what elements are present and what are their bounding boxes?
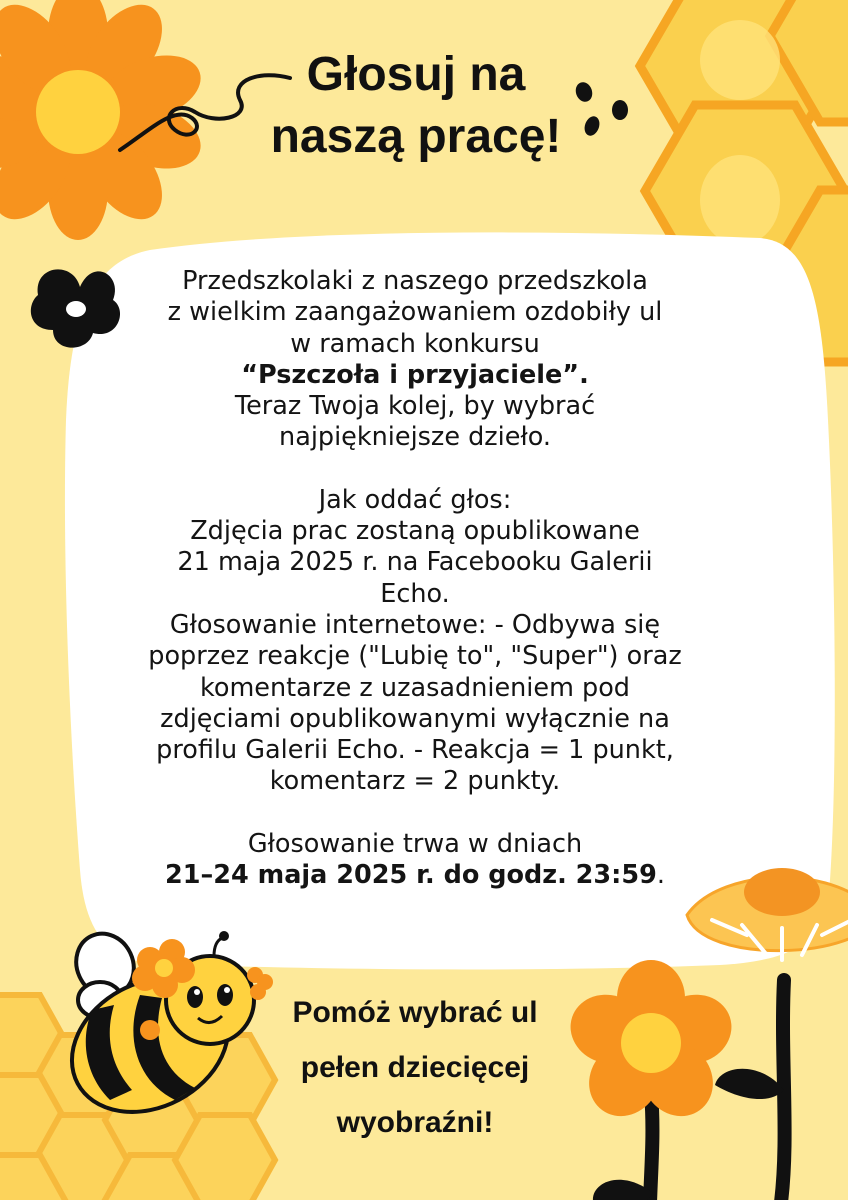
- intro-line: Przedszkolaki z naszego przedszkola: [182, 266, 648, 296]
- title-line-2: naszą pracę!: [270, 110, 562, 163]
- voting-period: 21–24 maja 2025 r. do godz. 23:59: [165, 860, 657, 891]
- dates-period-mark: .: [656, 860, 665, 891]
- dates-line: Głosowanie trwa w dniach: [247, 828, 583, 859]
- how-line: komentarz = 2 punkty.: [269, 766, 561, 797]
- intro-line: najpiękniejsze dzieło.: [279, 422, 551, 453]
- card-text: [100, 266, 730, 891]
- footer-line-1: Pomóż wybrać ul: [292, 996, 538, 1029]
- how-heading: Jak oddać głos:: [318, 484, 512, 515]
- leaf-icon: [715, 1069, 784, 1099]
- intro-line: Teraz Twoja kolej, by wybrać: [234, 391, 596, 422]
- title-line-1: Głosuj na: [306, 48, 526, 101]
- dates-line-bold: [100, 860, 730, 891]
- flower-icon: [562, 960, 741, 1200]
- footer-line-3: wyobraźni!: [336, 1106, 494, 1139]
- flower-icon: [0, 0, 209, 240]
- how-line: Echo.: [380, 578, 450, 609]
- how-line: Zdjęcia prac zostaną opublikowane: [190, 516, 640, 547]
- how-line: zdjęciami opublikowanymi wyłącznie na: [160, 703, 670, 734]
- intro-line: z wielkim zaangażowaniem ozdobiły ul: [167, 297, 663, 328]
- footer-line-2: pełen dziecięcej: [300, 1051, 530, 1084]
- how-line: Głosowanie internetowe: - Odbywa się: [169, 609, 661, 640]
- footer-text: [250, 985, 580, 1150]
- intro-line: w ramach konkursu: [290, 328, 540, 359]
- how-line: profilu Galerii Echo. - Reakcja = 1 punkt,: [156, 735, 674, 766]
- poster-title: [226, 44, 606, 168]
- contest-name: “Pszczoła i przyjaciele”.: [241, 359, 589, 390]
- how-line: komentarze z uzasadnieniem pod: [200, 672, 630, 703]
- how-line: poprzez reakcje ("Lubię to", "Super") oraz: [148, 641, 682, 672]
- how-line: 21 maja 2025 r. na Facebooku Galerii: [177, 547, 653, 578]
